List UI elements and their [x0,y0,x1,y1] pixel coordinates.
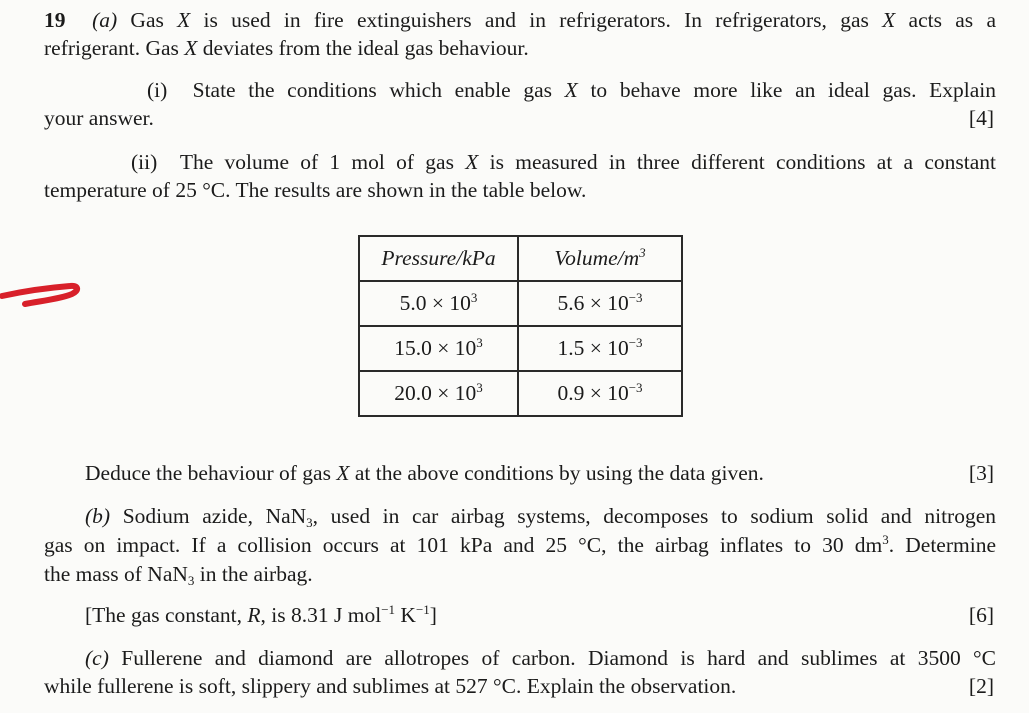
red-pen-mark [0,274,90,314]
part-c-line1: (c) Fullerene and diamond are allotropes of carbon. Diamond is hard and sublimes at 3500 °C [85,646,996,670]
pressure-volume-table [358,235,683,417]
deduce-line: Deduce the behaviour of gas X at the above conditions by using the data given. [85,461,764,485]
part-c-line2: while fullerene is soft, slippery and sublimes at 527 °C. Explain the observation. [44,674,737,698]
volume-cell: $1.5 \times 10^{-3}$ [518,326,682,371]
header-volume: Volume/$m^3$ [518,236,682,281]
pressure-cell: $5.0 \times 10^3$ [359,281,518,326]
part-a-label: (a) [92,8,118,32]
table-row [359,371,682,416]
sub-i-line2: your answer. [44,106,154,130]
part-b-line3: the mass of NaN$_3$ in the airbag. [44,562,313,588]
header-pressure: Pressure/kPa [359,236,518,281]
part-c-label: (c) [85,646,109,670]
question-number: 19 [44,8,66,32]
table-row [359,281,682,326]
pressure-cell: $20.0 \times 10^3$ [359,371,518,416]
part-c-marks: [2] [968,674,994,698]
sub-ii-line2: temperature of 25 °C. The results are shown in the table below. [44,178,587,202]
part-b-line2: gas on impact. If a collision occurs at 101 kPa and 25 °C, the airbag inflates to 30 $dm^3$. Determine [44,532,996,557]
volume-cell: $5.6 \times 10^{-3}$ [518,281,682,326]
part-b-line1: (b) Sodium azide, NaN$_3$, used in car airbag systems, decomposes to sodium solid and nitrogen [85,504,997,530]
pressure-cell: $15.0 \times 10^3$ [359,326,518,371]
sub-i-marks: [4] [968,106,994,130]
table-row [359,326,682,371]
part-a-intro-line2: refrigerant. Gas X deviates from the ideal gas behaviour. [44,36,529,60]
part-b-marks: [6] [968,603,994,627]
sub-ii-line1: (ii) The volume of 1 mol of gas X is measured in three different conditions at a constant [131,150,997,174]
deduce-marks: [3] [968,461,994,485]
table-header-row [359,236,682,281]
sub-i-line1: (i) State the conditions which enable gas X to behave more like an ideal gas. Explain [147,78,997,102]
part-a-intro-line1: 19 (a) Gas X is used in fire extinguishers and in refrigerators. In refrigerators, gas X acts as a [44,8,996,32]
gas-constant-line: [The gas constant, R, is 8.31 J mol$^{-1}$ $K^{-1}$] [85,602,437,627]
part-b-label: (b) [85,504,111,528]
volume-cell: $0.9 \times 10^{-3}$ [518,371,682,416]
